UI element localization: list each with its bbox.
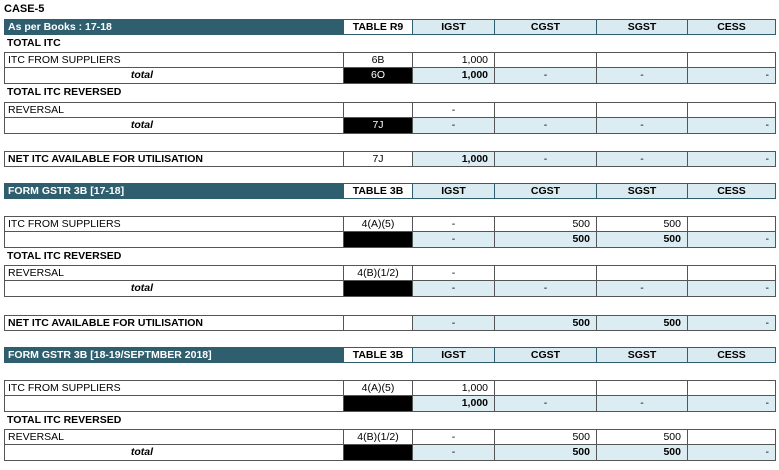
books-reversed-heading-row (4, 85, 776, 101)
row-label: ITC FROM SUPPLIERS (4, 216, 344, 232)
cgst-value: 500 (495, 232, 597, 248)
gstr1718-title: FORM GSTR 3B [17-18] (4, 183, 344, 199)
igst-value: - (413, 429, 495, 445)
books-total-itc-heading: TOTAL ITC (7, 37, 61, 49)
igst-value: 1,000 (413, 68, 495, 84)
gstr1718-reversal-row (4, 265, 776, 281)
sgst-value (597, 380, 688, 396)
row-label: total (4, 281, 344, 297)
cgst-value (495, 265, 597, 281)
cess-value (688, 380, 776, 396)
igst-value: - (413, 102, 495, 118)
sgst-value (597, 265, 688, 281)
cgst-value: - (495, 151, 597, 167)
col-cess: CESS (688, 347, 776, 363)
cess-value: - (688, 118, 776, 134)
gstr1718-itc-total-row (4, 232, 776, 248)
cgst-value: - (495, 68, 597, 84)
col-cgst: CGST (495, 19, 597, 35)
row-label (4, 232, 344, 248)
sgst-value: 500 (597, 232, 688, 248)
row-label: REVERSAL (4, 265, 344, 281)
cess-value (688, 102, 776, 118)
igst-value: - (413, 315, 495, 331)
row-ref: 7J (344, 151, 413, 167)
row-ref: 4(A)(5) (344, 216, 413, 232)
row-ref (344, 315, 413, 331)
sgst-value (597, 52, 688, 68)
col-sgst: SGST (597, 183, 688, 199)
books-net-row (4, 151, 776, 167)
col-cess: CESS (688, 19, 776, 35)
books-title: As per Books : 17-18 (4, 19, 344, 35)
row-label: NET ITC AVAILABLE FOR UTILISATION (4, 315, 344, 331)
col-cess: CESS (688, 183, 776, 199)
cgst-value (495, 52, 597, 68)
col-igst: IGST (413, 183, 495, 199)
books-reversed-heading: TOTAL ITC REVERSED (7, 86, 122, 98)
gstr1819-reversed-heading-row (4, 413, 776, 429)
row-ref: 6B (344, 52, 413, 68)
row-label: ITC FROM SUPPLIERS (4, 380, 344, 396)
gstr1819-rev-total-row (4, 445, 776, 461)
gstr1819-title: FORM GSTR 3B [18-19/SEPTMBER 2018] (4, 347, 344, 363)
igst-value: - (413, 216, 495, 232)
books-table-label: TABLE R9 (344, 19, 413, 35)
row-label: ITC FROM SUPPLIERS (4, 52, 344, 68)
gstr1819-itc-row (4, 380, 776, 396)
gstr1718-reversed-heading-row (4, 249, 776, 265)
cgst-value (495, 380, 597, 396)
cess-value: - (688, 315, 776, 331)
cgst-value: 500 (495, 216, 597, 232)
gstr1718-table-label: TABLE 3B (344, 183, 413, 199)
igst-value: - (413, 232, 495, 248)
books-reversal-row (4, 102, 776, 118)
sgst-value: - (597, 68, 688, 84)
igst-value: 1,000 (413, 380, 495, 396)
cess-value: - (688, 281, 776, 297)
cgst-value: 500 (495, 429, 597, 445)
cgst-value (495, 102, 597, 118)
cess-value (688, 265, 776, 281)
gstr1819-table-label: TABLE 3B (344, 347, 413, 363)
sgst-value: - (597, 281, 688, 297)
gstr1718-reversed-heading: TOTAL ITC REVERSED (7, 250, 122, 262)
books-rev-total-row (4, 118, 776, 134)
cess-value: - (688, 68, 776, 84)
cgst-value: 500 (495, 445, 597, 461)
igst-value: - (413, 265, 495, 281)
cess-value (688, 216, 776, 232)
igst-value: 1,000 (413, 52, 495, 68)
case-caption: CASE-5 (4, 3, 45, 15)
sgst-value: 500 (597, 315, 688, 331)
books-itc-row (4, 52, 776, 68)
cess-value: - (688, 151, 776, 167)
row-label: total (4, 118, 344, 134)
cgst-value: 500 (495, 315, 597, 331)
col-cgst: CGST (495, 183, 597, 199)
gstr1819-itc-total-row (4, 396, 776, 412)
books-total-row (4, 68, 776, 84)
col-sgst: SGST (597, 19, 688, 35)
row-ref (344, 102, 413, 118)
cess-value: - (688, 396, 776, 412)
sgst-value: - (597, 396, 688, 412)
row-ref: 4(B)(1/2) (344, 265, 413, 281)
row-ref: 4(B)(1/2) (344, 429, 413, 445)
row-ref: 7J (344, 118, 413, 134)
igst-value: - (413, 445, 495, 461)
col-cgst: CGST (495, 347, 597, 363)
col-sgst: SGST (597, 347, 688, 363)
books-total-itc-heading-row (4, 36, 776, 52)
sgst-value: - (597, 151, 688, 167)
row-label: NET ITC AVAILABLE FOR UTILISATION (4, 151, 344, 167)
sgst-value: 500 (597, 445, 688, 461)
row-label: REVERSAL (4, 102, 344, 118)
row-label: total (4, 445, 344, 461)
cess-value (688, 52, 776, 68)
cgst-value: - (495, 281, 597, 297)
row-ref (344, 232, 413, 248)
sgst-value: 500 (597, 429, 688, 445)
cgst-value: - (495, 396, 597, 412)
sgst-value: - (597, 118, 688, 134)
row-ref (344, 281, 413, 297)
row-ref (344, 445, 413, 461)
gstr1718-itc-row (4, 216, 776, 232)
gstr1718-header-row (4, 183, 776, 199)
igst-value: - (413, 118, 495, 134)
gstr1819-reversed-heading: TOTAL ITC REVERSED (7, 414, 122, 426)
books-header-row (4, 19, 776, 35)
cess-value (688, 429, 776, 445)
sgst-value (597, 102, 688, 118)
row-ref (344, 396, 413, 412)
gstr1819-reversal-row (4, 429, 776, 445)
gstr1718-net-row (4, 315, 776, 331)
row-ref: 6O (344, 68, 413, 84)
col-igst: IGST (413, 19, 495, 35)
cess-value: - (688, 445, 776, 461)
col-igst: IGST (413, 347, 495, 363)
sgst-value: 500 (597, 216, 688, 232)
igst-value: 1,000 (413, 396, 495, 412)
row-ref: 4(A)(5) (344, 380, 413, 396)
cgst-value: - (495, 118, 597, 134)
gstr1819-header-row (4, 347, 776, 363)
igst-value: 1,000 (413, 151, 495, 167)
cess-value: - (688, 232, 776, 248)
gstr1718-rev-total-row (4, 281, 776, 297)
igst-value: - (413, 281, 495, 297)
row-label: REVERSAL (4, 429, 344, 445)
row-label: total (4, 68, 344, 84)
row-label (4, 396, 344, 412)
